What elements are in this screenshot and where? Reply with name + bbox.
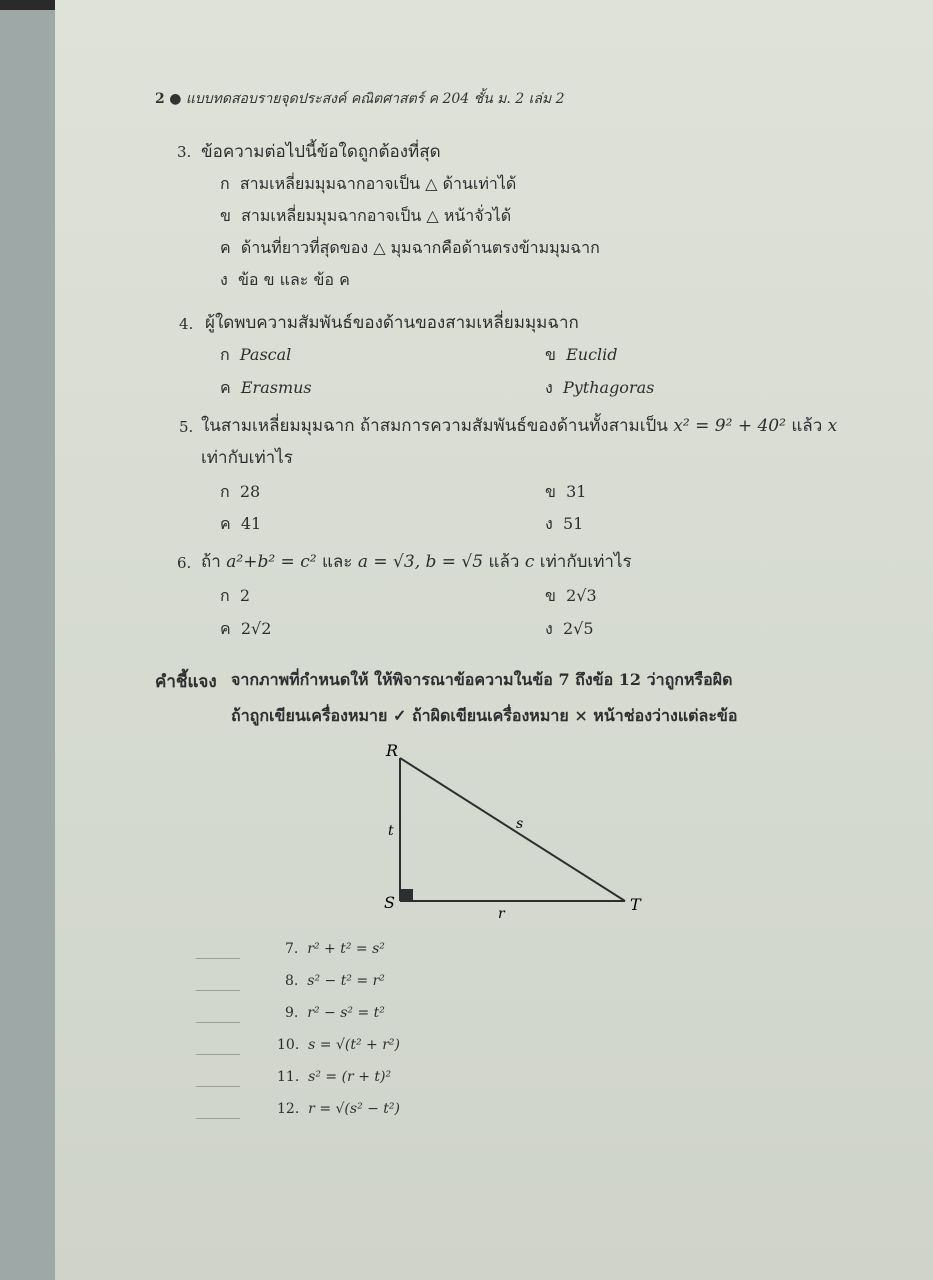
option-text: 31 — [566, 482, 587, 501]
q5-option-c — [220, 512, 261, 537]
option-text: Erasmus — [240, 378, 312, 397]
q6-option-d — [545, 617, 594, 642]
option-letter: ง — [220, 270, 228, 289]
option-letter: ข — [545, 345, 556, 364]
q5-line1 — [201, 412, 837, 439]
statement-number: 12. — [277, 1101, 300, 1117]
statement-8 — [285, 973, 385, 989]
bullet: ● — [169, 91, 182, 107]
q4-option-d — [545, 376, 654, 401]
side-s-line — [400, 758, 625, 901]
option-text: ข้อ ข และ ข้อ ค — [237, 270, 350, 289]
option-letter: ก — [220, 345, 230, 364]
option-letter: ข — [545, 586, 556, 605]
answer-blank-7[interactable] — [196, 958, 240, 959]
option-text: 51 — [562, 514, 584, 533]
option-text: 2√2 — [240, 619, 272, 638]
q6-number: 6. — [177, 554, 192, 572]
q6-line1 — [201, 548, 632, 575]
answer-blank-9[interactable] — [196, 1022, 240, 1023]
statement-10 — [277, 1037, 400, 1053]
statement-number: 10. — [277, 1037, 300, 1053]
option-letter: ข — [220, 206, 231, 225]
statement-7 — [285, 941, 385, 957]
statement-9 — [285, 1005, 385, 1021]
option-text: 41 — [240, 514, 262, 533]
statement-expr: s = √(t² + r²) — [308, 1037, 401, 1053]
option-text: สามเหลี่ยมมุมฉากอาจเป็น △ หน้าจั่วได้ — [241, 206, 512, 225]
q5-number: 5. — [179, 418, 194, 436]
option-letter: ค — [220, 619, 231, 638]
statement-11 — [277, 1069, 391, 1085]
page-number: 2 — [155, 91, 165, 107]
option-letter: ง — [545, 619, 553, 638]
q6-variable: c — [524, 552, 535, 572]
answer-blank-8[interactable] — [196, 990, 240, 991]
statement-expr: r² + t² = s² — [307, 941, 385, 957]
q3-text: ข้อความต่อไปนี้ข้อใดถูกต้องที่สุด — [201, 142, 441, 162]
q3-option-d — [220, 268, 350, 293]
page-header — [155, 88, 565, 110]
q6-option-a — [220, 584, 250, 609]
vertex-t-label: T — [630, 895, 641, 914]
option-letter: ง — [545, 514, 553, 533]
q6-given: a = √3, b = √5 — [357, 552, 484, 572]
option-letter: ก — [220, 174, 230, 193]
q5-then: แล้ว — [791, 416, 823, 436]
q5-text: ในสามเหลี่ยมมุมฉาก ถ้าสมการความสัมพันธ์ของด้านทั้งสามเป็น — [201, 416, 668, 436]
option-letter: ค — [220, 378, 231, 397]
q3-option-b — [220, 204, 511, 229]
option-letter: ข — [545, 482, 556, 501]
q4-option-c — [220, 376, 312, 401]
statement-expr: r² − s² = t² — [307, 1005, 385, 1021]
q3-option-c — [220, 236, 600, 261]
right-angle-mark — [401, 889, 413, 900]
q5-variable: x — [827, 416, 838, 436]
q4-number: 4. — [179, 315, 194, 333]
header-title: แบบทดสอบรายจุดประสงค์ คณิตศาสตร์ ค 204 ชั้น ม. 2 เล่ม 2 — [185, 91, 565, 107]
answer-blank-12[interactable] — [196, 1118, 240, 1119]
exam-page — [55, 0, 933, 1280]
statement-12 — [277, 1101, 400, 1117]
q4-option-a — [220, 343, 291, 368]
q4-text: ผู้ใดพบความสัมพันธ์ของด้านของสามเหลี่ยมมุมฉาก — [205, 313, 579, 333]
q6-and: และ — [321, 552, 353, 572]
q6-option-b — [545, 584, 597, 609]
option-text: Pascal — [239, 345, 292, 364]
q4-option-b — [545, 343, 618, 368]
statement-expr: r = √(s² − t²) — [308, 1101, 401, 1117]
q6-option-c — [220, 617, 271, 642]
statement-number: 7. — [285, 941, 299, 957]
instructions-line2: ถ้าถูกเขียนเครื่องหมาย ✓ ถ้าผิดเขียนเครื่องหมาย × หน้าช่องว่างแต่ละข้อ — [231, 706, 738, 725]
option-letter: ง — [545, 378, 553, 397]
option-letter: ก — [220, 482, 230, 501]
q5-line2: เท่ากับเท่าไร — [201, 448, 293, 468]
statement-number: 9. — [285, 1005, 299, 1021]
option-text: สามเหลี่ยมมุมฉากอาจเป็น △ ด้านเท่าได้ — [239, 174, 517, 193]
answer-blank-10[interactable] — [196, 1054, 240, 1055]
statement-expr: s² = (r + t)² — [308, 1069, 392, 1085]
instructions-line1: จากภาพที่กำหนดให้ ให้พิจารณาข้อความในข้อ 7 ถึงข้อ 12 ว่าถูกหรือผิด — [231, 670, 733, 689]
side-s-label: s — [516, 816, 524, 832]
option-letter: ค — [220, 238, 231, 257]
option-text: 2 — [239, 586, 251, 605]
q5-equation: x² = 9² + 40² — [673, 416, 786, 436]
option-text: 2√5 — [562, 619, 594, 638]
q3-number: 3. — [177, 143, 192, 161]
statement-expr: s² − t² = r² — [307, 973, 385, 989]
q6-equation: a²+b² = c² — [226, 552, 317, 572]
q5-option-a — [220, 480, 260, 505]
option-letter: ก — [220, 586, 230, 605]
q6-equals: เท่ากับเท่าไร — [539, 552, 632, 572]
option-letter: ค — [220, 514, 231, 533]
q5-option-b — [545, 480, 586, 505]
right-triangle-figure — [380, 738, 680, 923]
answer-blank-11[interactable] — [196, 1086, 240, 1087]
statement-number: 11. — [277, 1069, 300, 1085]
instructions-label: คำชี้แจง — [155, 672, 217, 692]
option-text: 28 — [239, 482, 261, 501]
q3-option-a — [220, 172, 516, 197]
vertex-s-label: S — [384, 893, 395, 912]
vertex-r-label: R — [386, 741, 399, 760]
option-text: ด้านที่ยาวที่สุดของ △ มุมฉากคือด้านตรงข้ามมุมฉาก — [240, 238, 600, 257]
option-text: Euclid — [566, 345, 618, 364]
side-r-label: r — [498, 906, 505, 922]
side-t-label: t — [388, 823, 394, 839]
option-text: 2√3 — [566, 586, 597, 605]
statement-number: 8. — [285, 973, 299, 989]
q5-option-d — [545, 512, 583, 537]
option-text: Pythagoras — [562, 378, 655, 397]
q6-if: ถ้า — [201, 552, 221, 572]
q6-then: แล้ว — [488, 552, 520, 572]
